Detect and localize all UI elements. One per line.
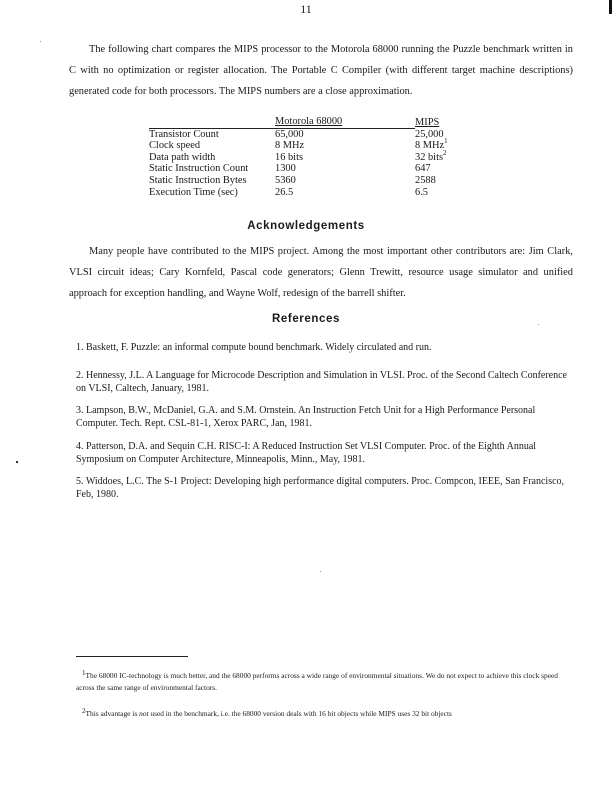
- motorola-value: 16 bits: [275, 151, 304, 163]
- table-row: [149, 140, 455, 152]
- footnote-text-before: This advantage is: [85, 709, 140, 718]
- reference-item: 4. Patterson, D.A. and Sequin C.H. RISC-I: A Reduced Instruction Set VLSI Computer. Proc. of the Eighth Annual Symposium on Computer Architecture, Minneapolis, Minn., May, 1981.: [76, 441, 537, 465]
- mips-value-text: 2588: [415, 174, 436, 186]
- footnote-1-body: [76, 670, 576, 694]
- footnote-text: The 68000 IC-technology is much better, and the 68000 performs across a wide range of environmental situations. We do not expect to achieve this clock speed across the same range of environmental factors.: [76, 671, 558, 692]
- table-row: [149, 128, 455, 140]
- reference-item: 1. Baskett, F. Puzzle: an informal compute bound benchmark. Widely circulated and run.: [76, 342, 432, 353]
- table-row: [149, 163, 455, 175]
- acknowledgements-paragraph: [69, 241, 573, 304]
- footnote-divider: [76, 656, 188, 657]
- motorola-value: 65,000: [275, 128, 304, 140]
- mips-value: [415, 128, 455, 140]
- scan-speck: [40, 41, 41, 42]
- footnote-mark: 2: [82, 707, 86, 715]
- page-number: 11: [300, 2, 312, 16]
- references-heading: References: [271, 313, 340, 325]
- row-label: Clock speed: [149, 140, 201, 152]
- mips-value: [415, 175, 455, 187]
- table-header-row: [149, 116, 455, 128]
- footnote-mark: 1: [82, 669, 86, 677]
- header-blank: [149, 116, 275, 128]
- footnote-ref-1[interactable]: 1: [444, 137, 448, 146]
- motorola-value: 5360: [275, 174, 296, 186]
- footnote-text-after: used in the benchmark, i.e. the 68000 version deals with 16 bit objects while MIPS uses 32 bit objects: [148, 709, 452, 718]
- motorola-value: 8 MHz: [275, 140, 305, 152]
- mips-value: [415, 137, 455, 152]
- header-mips: MIPS: [415, 116, 440, 128]
- footnote-ref-2[interactable]: 2: [443, 148, 447, 157]
- row-label: Static Instruction Count: [149, 163, 249, 175]
- footnote-2: [76, 708, 576, 720]
- motorola-value: 26.5: [275, 186, 294, 198]
- row-label: Transistor Count: [149, 128, 219, 140]
- mips-value: [415, 148, 455, 164]
- scan-speck: [320, 571, 321, 572]
- mips-value: [415, 163, 455, 175]
- reference-item: 5. Widdoes, L.C. The S-1 Project: Developing high performance digital computers. Proc. Compcon, IEEE, San Francisco, Feb, 1980.: [76, 476, 565, 500]
- intro-paragraph: [69, 39, 573, 102]
- scan-speck: [538, 324, 539, 325]
- footnote-2-body: [76, 708, 576, 720]
- intro-text: The following chart compares the MIPS processor to the Motorola 68000 running the Puzzle benchmark written in C with no optimization or register allocation. The Portable C Compiler (with different target machine descriptions) generated code for both processors. The MIPS numbers are a close approximation.: [69, 44, 573, 97]
- comparison-table: [149, 116, 455, 198]
- mips-value-text: 8 MHz: [415, 140, 445, 152]
- mips-value-text: 25,000: [415, 128, 444, 140]
- mips-value-text: 32 bits: [415, 151, 444, 163]
- mips-value-text: 647: [415, 163, 431, 175]
- table-row: [149, 152, 455, 164]
- row-label: Data path width: [149, 151, 216, 163]
- row-label: Execution Time (sec): [149, 186, 238, 198]
- mips-value-text: 6.5: [415, 186, 428, 198]
- acknowledgements-text: Many people have contributed to the MIPS project. Among the most important other contributors are: Jim Clark, VLSI circuit ideas; Cary Kornfeld, Pascal code generators; Glenn Trewitt, resource usage simulator and unified approach for exception handling, and Wayne Wolf, redesign of the barrell shifter.: [69, 246, 573, 299]
- table-row: [149, 175, 455, 187]
- header-motorola: Motorola 68000: [275, 116, 415, 128]
- motorola-value: 1300: [275, 163, 296, 175]
- scan-speck: [16, 461, 18, 463]
- table-row: [149, 187, 455, 199]
- acknowledgements-heading: Acknowledgements: [247, 220, 365, 232]
- footnote-1: [76, 670, 576, 694]
- row-label: Static Instruction Bytes: [149, 174, 247, 186]
- reference-item: 2. Hennessy, J.L. A Language for Microcode Description and Simulation in VLSI. Proc. of the Second Caltech Conference on VLSI, Caltech, January, 1981.: [76, 370, 567, 394]
- footnote-emphasis: not: [139, 709, 149, 718]
- reference-item: 3. Lampson, B.W., McDaniel, G.A. and S.M. Ornstein. An Instruction Fetch Unit for a High Performance Personal Computer. Tech. Rept. CSL-81-1, Xerox PARC, Jan, 1981.: [76, 405, 536, 429]
- mips-value: [415, 187, 455, 199]
